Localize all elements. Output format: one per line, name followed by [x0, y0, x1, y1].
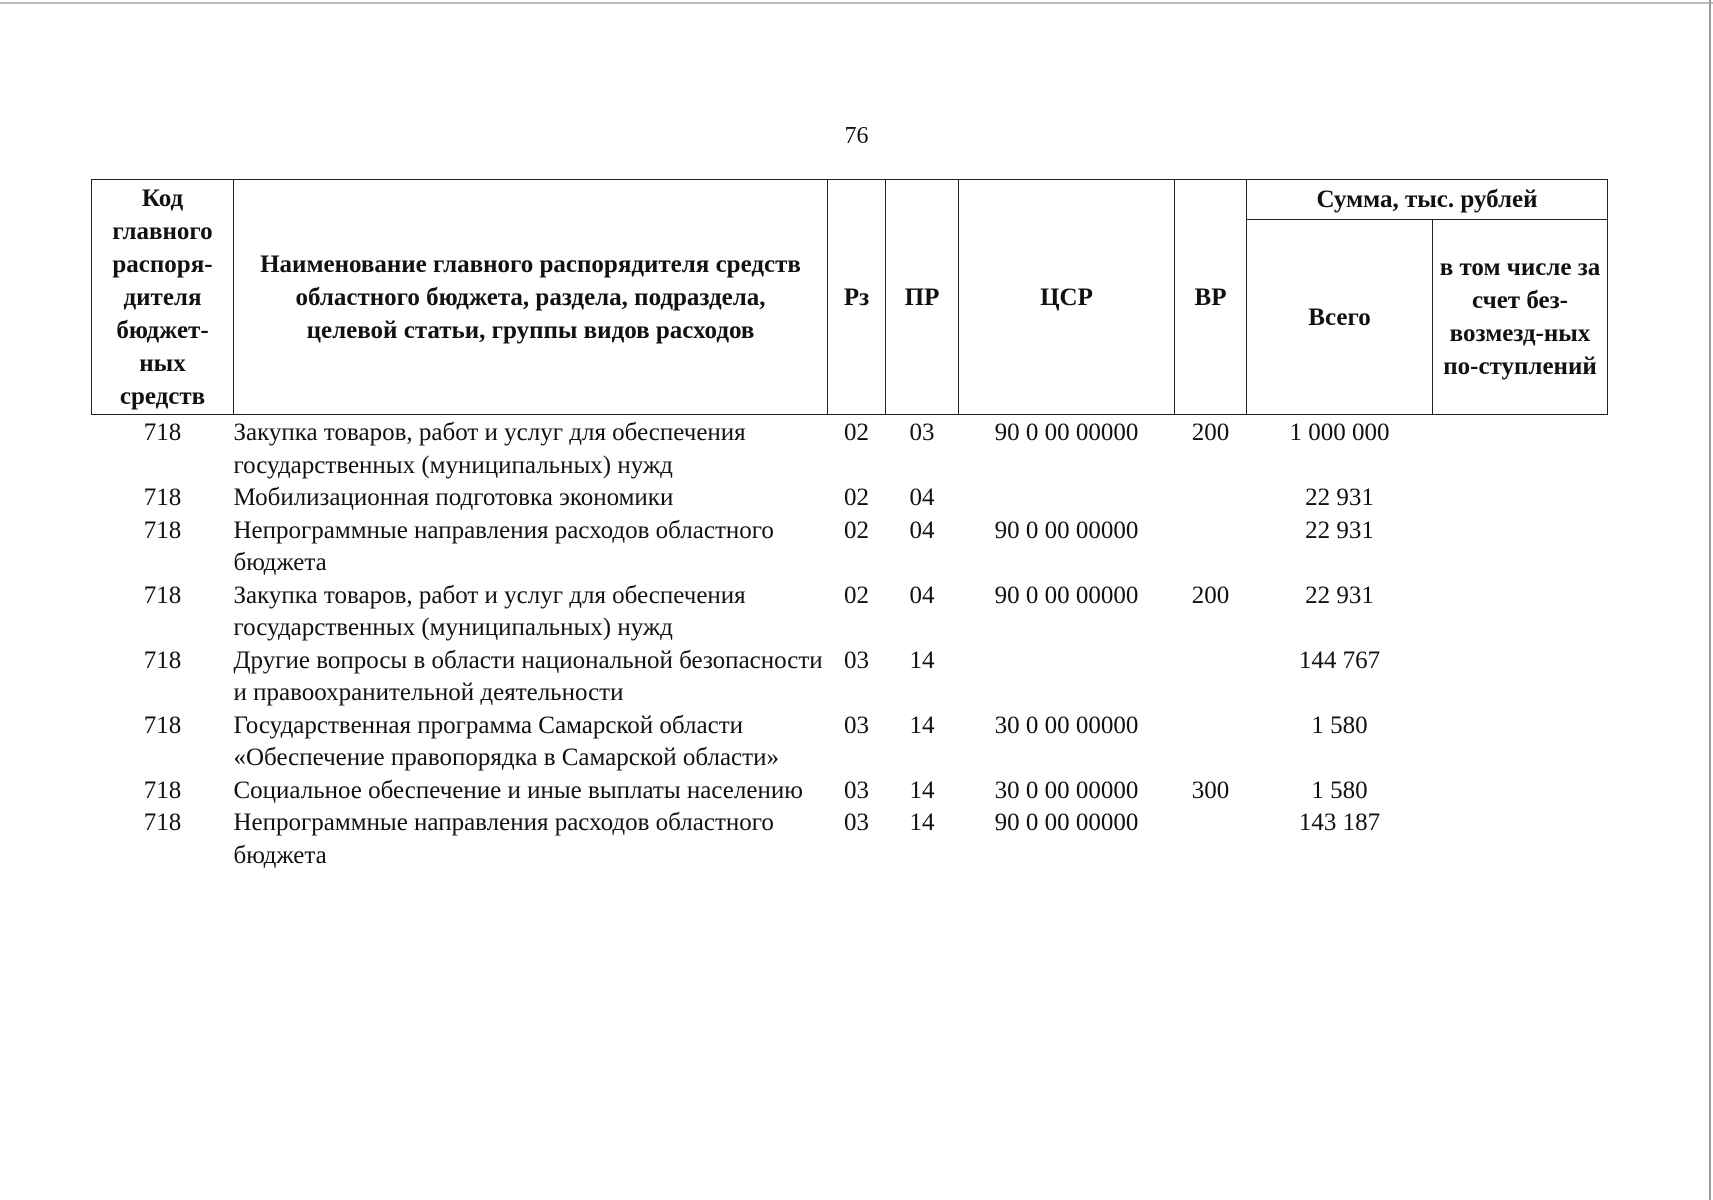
header-pr: ПР: [886, 180, 959, 415]
cell-csr: 90 0 00 00000: [994, 809, 1139, 836]
cell-csr: 90 0 00 00000: [994, 581, 1139, 609]
cell-code: 718: [143, 419, 182, 446]
cell-free: [1433, 515, 1608, 580]
cell-rz: 03: [844, 711, 869, 739]
cell-csr: 30 0 00 00000: [994, 776, 1139, 804]
table-row: [92, 482, 1608, 515]
table-row: [92, 710, 1608, 775]
budget-table: [91, 179, 1608, 872]
cell-pr: 14: [909, 809, 935, 836]
cell-free: [1433, 482, 1608, 515]
cell-vr: [1175, 807, 1247, 872]
cell-code: 718: [143, 581, 182, 609]
table-row: [92, 580, 1608, 645]
cell-pr: 04: [909, 581, 935, 609]
cell-vr: 200: [1191, 581, 1230, 609]
header-vr: ВР: [1175, 180, 1247, 415]
cell-csr: [959, 482, 1175, 515]
cell-csr: [959, 645, 1175, 710]
scan-edge-right: [1709, 0, 1711, 1200]
table-row: [92, 645, 1608, 710]
cell-free: [1433, 580, 1608, 645]
table-header: [92, 180, 1608, 415]
cell-total: 1 000 000: [1289, 419, 1390, 446]
cell-total: 1 580: [1311, 776, 1368, 804]
cell-code: 718: [143, 646, 182, 674]
cell-rz: 02: [844, 419, 869, 446]
cell-total: 144 767: [1298, 646, 1381, 674]
cell-code: 718: [143, 809, 182, 836]
cell-csr: 30 0 00 00000: [994, 711, 1139, 739]
header-code: Код главного распоря-дителя бюджет-ных средств: [92, 180, 234, 415]
cell-vr: [1175, 710, 1247, 775]
cell-name: Закупка товаров, работ и услуг для обеспечения государственных (муниципальных) нужд: [233, 419, 746, 479]
cell-pr: 04: [909, 516, 935, 544]
cell-free: [1433, 807, 1608, 872]
cell-rz: 02: [844, 581, 869, 609]
table-body: [92, 415, 1608, 873]
cell-total: 22 931: [1305, 516, 1374, 544]
page-number: 76: [844, 123, 869, 149]
header-name: Наименование главного распорядителя средств областного бюджета, раздела, подраздела, целевой статьи, группы видов расходов: [234, 180, 828, 415]
cell-name: Непрограммные направления расходов областного бюджета: [233, 516, 774, 576]
table-row: [92, 515, 1608, 580]
cell-rz: 02: [844, 516, 869, 544]
cell-name: Мобилизационная подготовка экономики: [233, 484, 674, 511]
cell-free: [1433, 645, 1608, 710]
cell-name: Другие вопросы в области национальной безопасности и правоохранительной деятельности: [233, 646, 823, 706]
cell-vr: 300: [1191, 776, 1230, 804]
cell-total: 1 580: [1311, 711, 1368, 739]
cell-code: 718: [143, 516, 182, 544]
cell-name: Непрограммные направления расходов областного бюджета: [233, 809, 774, 869]
cell-rz: 03: [844, 646, 869, 674]
header-rz: Рз: [828, 180, 886, 415]
cell-vr: 200: [1191, 419, 1230, 446]
cell-total: 22 931: [1305, 484, 1374, 511]
cell-free: [1433, 775, 1608, 808]
cell-pr: 14: [909, 711, 935, 739]
cell-pr: 03: [909, 419, 935, 446]
cell-rz: 02: [844, 484, 869, 511]
table-row: [92, 415, 1608, 483]
scan-edge-top: [0, 2, 1713, 4]
cell-code: 718: [143, 776, 182, 804]
cell-csr: 90 0 00 00000: [994, 419, 1139, 446]
cell-pr: 14: [909, 646, 935, 674]
table-row: [92, 807, 1608, 872]
cell-rz: 03: [844, 809, 869, 836]
cell-rz: 03: [844, 776, 869, 804]
header-total: Всего: [1247, 220, 1433, 415]
cell-code: 718: [143, 711, 182, 739]
header-free: в том числе за счет без-возмезд-ных по-ступлений: [1433, 220, 1608, 415]
table-row: [92, 775, 1608, 808]
header-csr: ЦСР: [959, 180, 1175, 415]
cell-free: [1433, 415, 1608, 483]
cell-free: [1433, 710, 1608, 775]
cell-name: Государственная программа Самарской области «Обеспечение правопорядка в Самарской области»: [233, 711, 779, 771]
cell-pr: 04: [909, 484, 935, 511]
header-sum-group: Сумма, тыс. рублей: [1247, 180, 1608, 220]
cell-code: 718: [143, 484, 182, 511]
cell-vr: [1175, 645, 1247, 710]
cell-name: Социальное обеспечение и иные выплаты населению: [233, 776, 803, 804]
cell-total: 143 187: [1298, 809, 1381, 836]
cell-total: 22 931: [1305, 581, 1374, 609]
cell-pr: 14: [909, 776, 935, 804]
cell-vr: [1175, 482, 1247, 515]
cell-vr: [1175, 515, 1247, 580]
cell-csr: 90 0 00 00000: [994, 516, 1139, 544]
cell-name: Закупка товаров, работ и услуг для обеспечения государственных (муниципальных) нужд: [233, 581, 746, 641]
